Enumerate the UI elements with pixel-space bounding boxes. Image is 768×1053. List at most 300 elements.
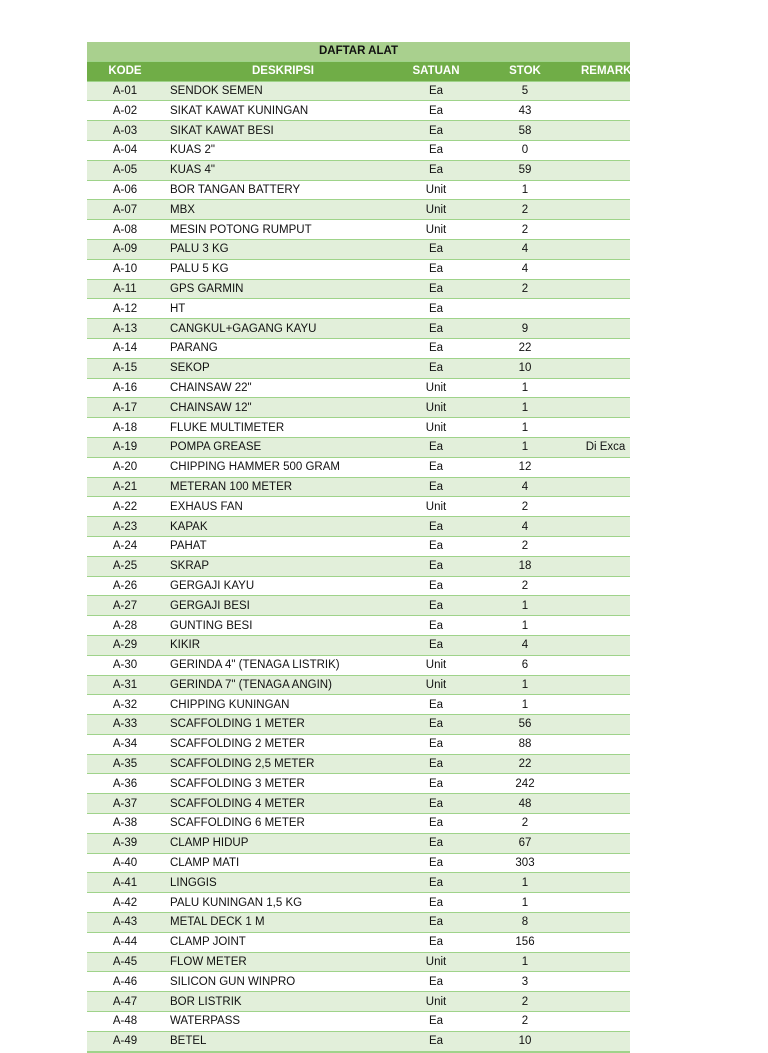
cell-deskripsi: CLAMP HIDUP xyxy=(163,833,403,853)
cell-remarks xyxy=(581,378,630,398)
cell-satuan: Ea xyxy=(403,477,469,497)
cell-stok: 0 xyxy=(469,140,581,160)
cell-remarks xyxy=(581,992,630,1012)
column-header-stok: STOK xyxy=(469,61,581,81)
cell-stok: 156 xyxy=(469,932,581,952)
cell-deskripsi: EXHAUS FAN xyxy=(163,497,403,517)
table-row xyxy=(87,655,630,675)
table-row xyxy=(87,556,630,576)
cell-satuan: Ea xyxy=(403,101,469,121)
cell-satuan: Ea xyxy=(403,358,469,378)
table-row xyxy=(87,992,630,1012)
cell-satuan: Ea xyxy=(403,338,469,358)
cell-deskripsi: SENDOK SEMEN xyxy=(163,81,403,101)
table-title: DAFTAR ALAT xyxy=(87,42,630,61)
cell-kode: A-19 xyxy=(87,437,163,457)
cell-remarks xyxy=(581,457,630,477)
table-row xyxy=(87,437,630,457)
cell-remarks xyxy=(581,338,630,358)
cell-remarks xyxy=(581,972,630,992)
cell-stok: 22 xyxy=(469,754,581,774)
table-row xyxy=(87,81,630,101)
cell-stok: 67 xyxy=(469,833,581,853)
cell-stok: 1 xyxy=(469,893,581,913)
table-row xyxy=(87,140,630,160)
cell-kode: A-07 xyxy=(87,200,163,220)
table-row xyxy=(87,833,630,853)
cell-satuan: Ea xyxy=(403,635,469,655)
cell-satuan: Ea xyxy=(403,695,469,715)
cell-remarks xyxy=(581,220,630,240)
table-row xyxy=(87,715,630,735)
table-row xyxy=(87,180,630,200)
cell-deskripsi: CHIPPING KUNINGAN xyxy=(163,695,403,715)
cell-deskripsi: GUNTING BESI xyxy=(163,616,403,636)
table-row xyxy=(87,952,630,972)
table-row xyxy=(87,695,630,715)
cell-stok: 59 xyxy=(469,160,581,180)
cell-deskripsi: POMPA GREASE xyxy=(163,437,403,457)
cell-deskripsi: FLUKE MULTIMETER xyxy=(163,418,403,438)
cell-kode: A-27 xyxy=(87,596,163,616)
cell-deskripsi: KUAS 2" xyxy=(163,140,403,160)
cell-deskripsi: WATERPASS xyxy=(163,1012,403,1032)
cell-stok: 48 xyxy=(469,794,581,814)
cell-kode: A-21 xyxy=(87,477,163,497)
cell-stok: 2 xyxy=(469,1012,581,1032)
cell-kode: A-32 xyxy=(87,695,163,715)
cell-deskripsi: SILICON GUN WINPRO xyxy=(163,972,403,992)
cell-stok: 4 xyxy=(469,477,581,497)
cell-remarks xyxy=(581,1031,630,1051)
table-row xyxy=(87,893,630,913)
cell-deskripsi: CLAMP JOINT xyxy=(163,932,403,952)
cell-kode: A-11 xyxy=(87,279,163,299)
cell-stok: 8 xyxy=(469,913,581,933)
cell-satuan: Unit xyxy=(403,675,469,695)
cell-stok: 1 xyxy=(469,596,581,616)
cell-stok: 1 xyxy=(469,695,581,715)
cell-deskripsi: HT xyxy=(163,299,403,319)
cell-remarks xyxy=(581,893,630,913)
cell-satuan: Ea xyxy=(403,536,469,556)
cell-kode: A-14 xyxy=(87,338,163,358)
cell-deskripsi: SCAFFOLDING 2 METER xyxy=(163,734,403,754)
cell-deskripsi: CLAMP MATI xyxy=(163,853,403,873)
cell-kode: A-26 xyxy=(87,576,163,596)
cell-kode: A-28 xyxy=(87,616,163,636)
cell-satuan: Ea xyxy=(403,833,469,853)
cell-remarks xyxy=(581,695,630,715)
cell-deskripsi: MBX xyxy=(163,200,403,220)
cell-stok: 1 xyxy=(469,180,581,200)
cell-deskripsi: GERINDA 7" (TENAGA ANGIN) xyxy=(163,675,403,695)
table-row xyxy=(87,160,630,180)
cell-kode: A-09 xyxy=(87,239,163,259)
cell-remarks xyxy=(581,715,630,735)
cell-satuan: Ea xyxy=(403,913,469,933)
cell-deskripsi: SKRAP xyxy=(163,556,403,576)
cell-kode: A-44 xyxy=(87,932,163,952)
cell-satuan: Ea xyxy=(403,121,469,141)
cell-stok: 242 xyxy=(469,774,581,794)
cell-deskripsi: PAHAT xyxy=(163,536,403,556)
cell-remarks xyxy=(581,319,630,339)
table-row xyxy=(87,358,630,378)
cell-stok: 1 xyxy=(469,616,581,636)
cell-remarks xyxy=(581,477,630,497)
table-row xyxy=(87,1012,630,1032)
table-row xyxy=(87,279,630,299)
cell-satuan: Ea xyxy=(403,576,469,596)
cell-satuan: Ea xyxy=(403,81,469,101)
column-header-kode: KODE xyxy=(87,61,163,81)
cell-deskripsi: CHAINSAW 12" xyxy=(163,398,403,418)
table-row xyxy=(87,853,630,873)
cell-kode: A-12 xyxy=(87,299,163,319)
cell-stok: 1 xyxy=(469,398,581,418)
cell-remarks xyxy=(581,200,630,220)
cell-kode: A-25 xyxy=(87,556,163,576)
cell-kode: A-36 xyxy=(87,774,163,794)
cell-satuan: Ea xyxy=(403,596,469,616)
cell-remarks xyxy=(581,675,630,695)
cell-deskripsi: PALU 5 KG xyxy=(163,259,403,279)
cell-kode: A-33 xyxy=(87,715,163,735)
cell-remarks xyxy=(581,279,630,299)
cell-deskripsi: KUAS 4" xyxy=(163,160,403,180)
cell-deskripsi: GPS GARMIN xyxy=(163,279,403,299)
cell-kode: A-29 xyxy=(87,635,163,655)
cell-stok: 2 xyxy=(469,576,581,596)
cell-kode: A-43 xyxy=(87,913,163,933)
cell-kode: A-01 xyxy=(87,81,163,101)
table-row xyxy=(87,972,630,992)
cell-stok: 10 xyxy=(469,1031,581,1051)
cell-kode: A-47 xyxy=(87,992,163,1012)
cell-remarks xyxy=(581,556,630,576)
cell-satuan: Ea xyxy=(403,814,469,834)
cell-kode: A-37 xyxy=(87,794,163,814)
cell-kode: A-08 xyxy=(87,220,163,240)
cell-deskripsi: BETEL xyxy=(163,1031,403,1051)
cell-remarks xyxy=(581,734,630,754)
table-row xyxy=(87,734,630,754)
cell-satuan: Ea xyxy=(403,160,469,180)
cell-remarks xyxy=(581,101,630,121)
cell-satuan: Ea xyxy=(403,794,469,814)
cell-remarks xyxy=(581,398,630,418)
cell-remarks: Di Exca xyxy=(581,437,630,457)
cell-remarks xyxy=(581,932,630,952)
cell-satuan: Ea xyxy=(403,932,469,952)
cell-remarks xyxy=(581,655,630,675)
column-header-remarks: REMARKS xyxy=(581,61,630,81)
title-row xyxy=(87,42,630,61)
cell-satuan: Unit xyxy=(403,952,469,972)
cell-stok: 4 xyxy=(469,239,581,259)
table-row xyxy=(87,239,630,259)
table-row xyxy=(87,378,630,398)
cell-stok: 1 xyxy=(469,952,581,972)
table-row xyxy=(87,1031,630,1051)
cell-satuan: Ea xyxy=(403,616,469,636)
cell-remarks xyxy=(581,517,630,537)
cell-remarks xyxy=(581,160,630,180)
cell-remarks xyxy=(581,616,630,636)
cell-deskripsi: METERAN 100 METER xyxy=(163,477,403,497)
cell-satuan: Ea xyxy=(403,517,469,537)
cell-deskripsi: METAL DECK 1 M xyxy=(163,913,403,933)
cell-kode: A-40 xyxy=(87,853,163,873)
inventory-sheet xyxy=(87,42,640,1053)
cell-deskripsi: GERGAJI KAYU xyxy=(163,576,403,596)
table-row xyxy=(87,913,630,933)
cell-stok: 1 xyxy=(469,437,581,457)
cell-kode: A-22 xyxy=(87,497,163,517)
cell-deskripsi: FLOW METER xyxy=(163,952,403,972)
cell-remarks xyxy=(581,794,630,814)
header-row xyxy=(87,61,630,81)
cell-satuan: Ea xyxy=(403,873,469,893)
cell-deskripsi: CHIPPING HAMMER 500 GRAM xyxy=(163,457,403,477)
cell-deskripsi: SCAFFOLDING 3 METER xyxy=(163,774,403,794)
table-row xyxy=(87,477,630,497)
cell-satuan: Unit xyxy=(403,497,469,517)
cell-kode: A-38 xyxy=(87,814,163,834)
cell-deskripsi: PALU 3 KG xyxy=(163,239,403,259)
cell-remarks xyxy=(581,853,630,873)
cell-remarks xyxy=(581,833,630,853)
cell-kode: A-34 xyxy=(87,734,163,754)
cell-remarks xyxy=(581,497,630,517)
cell-stok: 10 xyxy=(469,358,581,378)
cell-satuan: Ea xyxy=(403,715,469,735)
column-header-satuan: SATUAN xyxy=(403,61,469,81)
cell-satuan: Unit xyxy=(403,220,469,240)
table-row xyxy=(87,635,630,655)
cell-remarks xyxy=(581,418,630,438)
cell-remarks xyxy=(581,576,630,596)
table-row xyxy=(87,596,630,616)
table-row xyxy=(87,616,630,636)
cell-satuan: Ea xyxy=(403,239,469,259)
cell-deskripsi: CHAINSAW 22" xyxy=(163,378,403,398)
cell-deskripsi: LINGGIS xyxy=(163,873,403,893)
cell-satuan: Ea xyxy=(403,299,469,319)
cell-stok: 18 xyxy=(469,556,581,576)
cell-satuan: Unit xyxy=(403,418,469,438)
cell-satuan: Ea xyxy=(403,893,469,913)
table-row xyxy=(87,101,630,121)
cell-kode: A-03 xyxy=(87,121,163,141)
cell-remarks xyxy=(581,774,630,794)
table-row xyxy=(87,536,630,556)
cell-stok: 2 xyxy=(469,992,581,1012)
cell-satuan: Unit xyxy=(403,655,469,675)
cell-deskripsi: PARANG xyxy=(163,338,403,358)
cell-kode: A-35 xyxy=(87,754,163,774)
cell-kode: A-13 xyxy=(87,319,163,339)
cell-stok: 1 xyxy=(469,873,581,893)
cell-stok: 9 xyxy=(469,319,581,339)
table-row xyxy=(87,398,630,418)
table-body xyxy=(87,81,630,1052)
table-row xyxy=(87,200,630,220)
cell-kode: A-05 xyxy=(87,160,163,180)
cell-kode: A-20 xyxy=(87,457,163,477)
cell-satuan: Ea xyxy=(403,853,469,873)
cell-satuan: Ea xyxy=(403,972,469,992)
cell-deskripsi: PALU KUNINGAN 1,5 KG xyxy=(163,893,403,913)
cell-deskripsi: MESIN POTONG RUMPUT xyxy=(163,220,403,240)
table-row xyxy=(87,121,630,141)
table-row xyxy=(87,932,630,952)
cell-stok: 303 xyxy=(469,853,581,873)
cell-kode: A-23 xyxy=(87,517,163,537)
cell-stok: 88 xyxy=(469,734,581,754)
table-row xyxy=(87,319,630,339)
cell-remarks xyxy=(581,754,630,774)
cell-satuan: Ea xyxy=(403,734,469,754)
table-row xyxy=(87,794,630,814)
cell-deskripsi: GERGAJI BESI xyxy=(163,596,403,616)
table-row xyxy=(87,774,630,794)
cell-deskripsi: SIKAT KAWAT KUNINGAN xyxy=(163,101,403,121)
cell-stok: 12 xyxy=(469,457,581,477)
table-row xyxy=(87,259,630,279)
cell-satuan: Ea xyxy=(403,259,469,279)
column-header-deskripsi: DESKRIPSI xyxy=(163,61,403,81)
cell-satuan: Ea xyxy=(403,437,469,457)
cell-satuan: Ea xyxy=(403,1031,469,1051)
cell-satuan: Ea xyxy=(403,319,469,339)
cell-kode: A-15 xyxy=(87,358,163,378)
cell-satuan: Ea xyxy=(403,457,469,477)
cell-stok: 2 xyxy=(469,200,581,220)
cell-satuan: Ea xyxy=(403,556,469,576)
cell-remarks xyxy=(581,873,630,893)
cell-satuan: Unit xyxy=(403,378,469,398)
cell-remarks xyxy=(581,121,630,141)
table-row xyxy=(87,754,630,774)
cell-satuan: Ea xyxy=(403,1012,469,1032)
cell-deskripsi: GERINDA 4" (TENAGA LISTRIK) xyxy=(163,655,403,675)
cell-stok: 4 xyxy=(469,517,581,537)
cell-stok: 1 xyxy=(469,418,581,438)
cell-deskripsi: KAPAK xyxy=(163,517,403,537)
cell-deskripsi: SCAFFOLDING 2,5 METER xyxy=(163,754,403,774)
cell-stok xyxy=(469,299,581,319)
cell-stok: 43 xyxy=(469,101,581,121)
cell-stok: 1 xyxy=(469,378,581,398)
table-row xyxy=(87,576,630,596)
cell-kode: A-49 xyxy=(87,1031,163,1051)
cell-deskripsi: SEKOP xyxy=(163,358,403,378)
cell-kode: A-02 xyxy=(87,101,163,121)
cell-satuan: Ea xyxy=(403,774,469,794)
table-row xyxy=(87,457,630,477)
cell-deskripsi: SCAFFOLDING 1 METER xyxy=(163,715,403,735)
cell-stok: 4 xyxy=(469,635,581,655)
cell-satuan: Unit xyxy=(403,398,469,418)
cell-kode: A-06 xyxy=(87,180,163,200)
cell-stok: 2 xyxy=(469,220,581,240)
cell-remarks xyxy=(581,81,630,101)
cell-stok: 4 xyxy=(469,259,581,279)
cell-remarks xyxy=(581,596,630,616)
cell-deskripsi: SIKAT KAWAT BESI xyxy=(163,121,403,141)
cell-stok: 2 xyxy=(469,279,581,299)
cell-stok: 58 xyxy=(469,121,581,141)
cell-satuan: Unit xyxy=(403,180,469,200)
cell-satuan: Ea xyxy=(403,140,469,160)
cell-kode: A-31 xyxy=(87,675,163,695)
cell-kode: A-24 xyxy=(87,536,163,556)
cell-kode: A-16 xyxy=(87,378,163,398)
cell-stok: 56 xyxy=(469,715,581,735)
cell-kode: A-04 xyxy=(87,140,163,160)
cell-deskripsi: SCAFFOLDING 6 METER xyxy=(163,814,403,834)
cell-stok: 6 xyxy=(469,655,581,675)
table-row xyxy=(87,497,630,517)
cell-remarks xyxy=(581,140,630,160)
cell-deskripsi: SCAFFOLDING 4 METER xyxy=(163,794,403,814)
cell-satuan: Ea xyxy=(403,754,469,774)
cell-kode: A-17 xyxy=(87,398,163,418)
cell-remarks xyxy=(581,635,630,655)
table-row xyxy=(87,299,630,319)
cell-kode: A-42 xyxy=(87,893,163,913)
cell-remarks xyxy=(581,536,630,556)
cell-stok: 3 xyxy=(469,972,581,992)
cell-remarks xyxy=(581,913,630,933)
cell-kode: A-30 xyxy=(87,655,163,675)
cell-kode: A-10 xyxy=(87,259,163,279)
cell-remarks xyxy=(581,259,630,279)
cell-kode: A-41 xyxy=(87,873,163,893)
cell-remarks xyxy=(581,299,630,319)
cell-satuan: Ea xyxy=(403,279,469,299)
cell-deskripsi: BOR TANGAN BATTERY xyxy=(163,180,403,200)
cell-deskripsi: CANGKUL+GAGANG KAYU xyxy=(163,319,403,339)
inventory-table xyxy=(87,42,640,1053)
cell-kode: A-46 xyxy=(87,972,163,992)
cell-kode: A-18 xyxy=(87,418,163,438)
cell-remarks xyxy=(581,952,630,972)
table-row xyxy=(87,814,630,834)
cell-deskripsi: KIKIR xyxy=(163,635,403,655)
cell-satuan: Unit xyxy=(403,200,469,220)
cell-stok: 1 xyxy=(469,675,581,695)
cell-remarks xyxy=(581,814,630,834)
cell-kode: A-39 xyxy=(87,833,163,853)
table-row xyxy=(87,517,630,537)
table-row xyxy=(87,873,630,893)
cell-remarks xyxy=(581,180,630,200)
cell-remarks xyxy=(581,358,630,378)
cell-remarks xyxy=(581,239,630,259)
cell-deskripsi: BOR LISTRIK xyxy=(163,992,403,1012)
cell-kode: A-45 xyxy=(87,952,163,972)
cell-stok: 2 xyxy=(469,536,581,556)
table-row xyxy=(87,418,630,438)
cell-stok: 5 xyxy=(469,81,581,101)
table-row xyxy=(87,338,630,358)
cell-stok: 2 xyxy=(469,814,581,834)
cell-stok: 2 xyxy=(469,497,581,517)
table-row xyxy=(87,675,630,695)
